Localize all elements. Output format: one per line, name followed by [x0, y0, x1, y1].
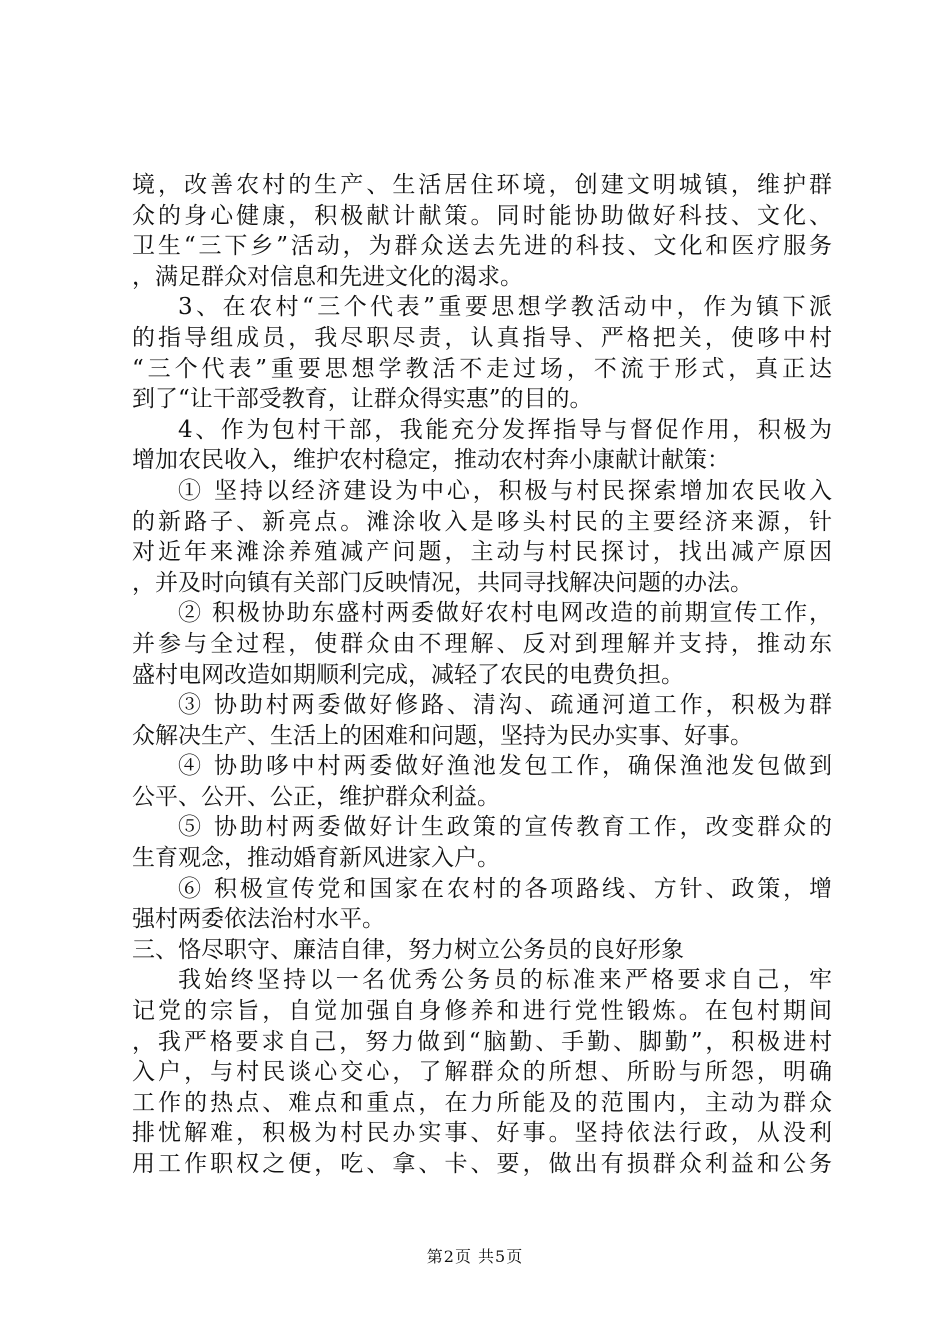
text-line: 工作的热点、难点和重点，在力所能及的范围内，主动为群众 [132, 1089, 832, 1116]
text-line: ① 坚持以经济建设为中心，积极与村民探索增加农民收入 [178, 477, 832, 504]
text-line: 用工作职权之便，吃、拿、卡、要，做出有损群众利益和公务 [132, 1151, 832, 1177]
text-line: ③ 协助村两委做好修路、清沟、疏通河道工作，积极为群 [178, 692, 832, 719]
page-footer: 第2页 共5页 [426, 1247, 524, 1266]
text-line: 盛村电网改造如期顺利完成，减轻了农民的电费负担。 [132, 661, 684, 688]
text-line: 并参与全过程，使群众由不理解、反对到理解并支持，推动东 [132, 630, 832, 657]
text-line: 4、作为包村干部，我能充分发挥指导与督促作用，积极为 [178, 416, 832, 443]
text-line: 记党的宗旨，自觉加强自身修养和进行党性锻炼。在包村期间 [132, 998, 832, 1025]
text-line: 卫生“三下乡”活动，为群众送去先进的科技、文化和医疗服务 [132, 233, 832, 260]
text-line: 境，改善农村的生产、生活居住环境，创建文明城镇，维护群 [132, 172, 832, 198]
text-line: 众的身心健康，积极献计献策。同时能协助做好科技、文化、 [132, 202, 832, 229]
text-line: 众解决生产、生活上的困难和问题，坚持为民办实事、好事。 [132, 722, 753, 749]
text-line: 强村两委依法治村水平。 [132, 906, 385, 933]
text-line: ，并及时向镇有关部门反映情况，共同寻找解决问题的办法。 [132, 569, 753, 596]
text-line: ⑥ 积极宣传党和国家在农村的各项路线、方针、政策，增 [178, 875, 832, 902]
text-line: 公平、公开、公正，维护群众利益。 [132, 783, 500, 810]
text-line: 排忧解难，积极为村民办实事、好事。坚持依法行政，从没利 [132, 1120, 832, 1147]
text-line: ，满足群众对信息和先进文化的渴求。 [132, 263, 523, 290]
text-line: ④ 协助哆中村两委做好渔池发包工作，确保渔池发包做到 [178, 753, 832, 780]
text-line: 我始终坚持以一名优秀公务员的标准来严格要求自己，牢 [178, 967, 832, 994]
text-line: 增加农民收入，维护农村稳定，推动农村奔小康献计献策： [132, 447, 730, 474]
text-line: ② 积极协助东盛村两委做好农村电网改造的前期宣传工作， [178, 600, 832, 627]
text-line: 对近年来滩涂养殖减产问题，主动与村民探讨，找出减产原因 [132, 539, 832, 566]
text-line: 3、在农村“三个代表”重要思想学教活动中，作为镇下派 [178, 294, 832, 321]
text-line: 三、恪尽职守、廉洁自律，努力树立公务员的良好形象 [132, 936, 684, 963]
text-line: 入户，与村民谈心交心，了解群众的所想、所盼与所怨，明确 [132, 1059, 832, 1086]
text-line: ，我严格要求自己，努力做到“脑勤、手勤、脚勤”，积极进村 [132, 1028, 832, 1055]
text-line: 到了“让干部受教育，让群众得实惠”的目的。 [132, 386, 593, 413]
text-line: ⑤ 协助村两委做好计生政策的宣传教育工作，改变群众的 [178, 814, 832, 841]
text-line: “三个代表”重要思想学教活不走过场，不流于形式，真正达 [132, 355, 832, 382]
text-line: 生育观念，推动婚育新风进家入户。 [132, 845, 500, 872]
document-body [132, 170, 832, 1180]
text-line: 的新路子、新亮点。滩涂收入是哆头村民的主要经济来源，针 [132, 508, 832, 535]
text-line: 的指导组成员，我尽职尽责，认真指导、严格把关，使哆中村 [132, 324, 832, 351]
